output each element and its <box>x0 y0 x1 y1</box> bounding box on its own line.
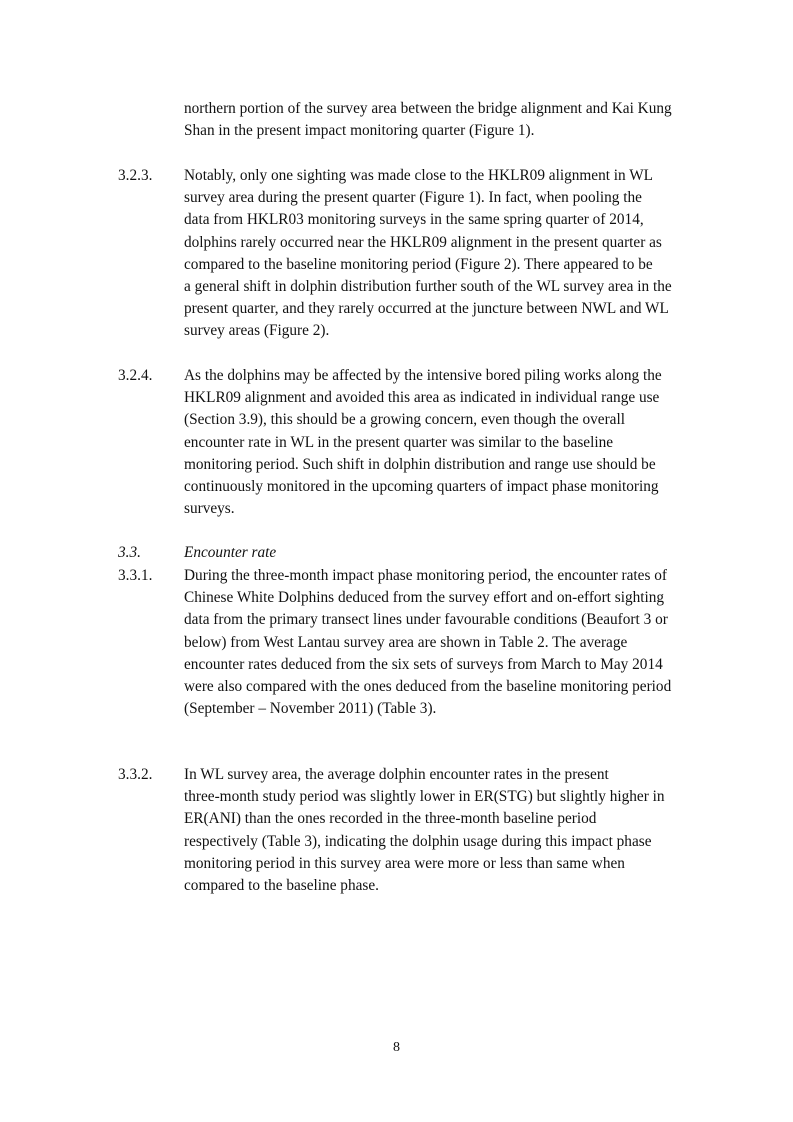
text-line: compared to the baseline monitoring period (Figure 2). There appeared to be <box>184 255 653 273</box>
paragraph-number: 3.2.4. <box>118 367 153 384</box>
text-line: dolphins rarely occurred near the HKLR09 alignment in the present quarter as <box>184 233 662 251</box>
text-line: respectively (Table 3), indicating the dolphin usage during this impact phase <box>184 832 652 850</box>
text-line: encounter rates deduced from the six sets of surveys from March to May 2014 <box>184 655 663 673</box>
text-line: continuously monitored in the upcoming quarters of impact phase monitoring <box>184 478 659 495</box>
paragraph-number: 3.2.3. <box>118 167 153 184</box>
text-line: monitoring period. Such shift in dolphin distribution and range use should be <box>184 455 656 473</box>
text-line: monitoring period in this survey area were more or less than same when <box>184 854 625 872</box>
text-line: were also compared with the ones deduced from the baseline monitoring period <box>184 678 672 695</box>
section-title: Encounter rate <box>184 544 277 561</box>
text-line: three-month study period was slightly lower in ER(STG) but slightly higher in <box>184 788 665 806</box>
text-line: (Section 3.9), this should be a growing concern, even though the overall <box>184 411 625 429</box>
text-line: data from the primary transect lines under favourable conditions (Beaufort 3 or <box>184 611 668 629</box>
text-line: present quarter, and they rarely occurred at the juncture between NWL and WL <box>184 300 669 318</box>
text-line: northern portion of the survey area between the bridge alignment and Kai Kung <box>184 100 672 117</box>
text-line: During the three-month impact phase monitoring period, the encounter rates of <box>184 567 667 584</box>
paragraph-number: 3.3.2. <box>118 766 153 783</box>
page-number: 8 <box>393 1040 400 1055</box>
text-line: Shan in the present impact monitoring quarter (Figure 1). <box>184 122 535 140</box>
text-line: below) from West Lantau survey area are shown in Table 2. The average <box>184 633 628 651</box>
text-line: survey area during the present quarter (Figure 1). In fact, when pooling the <box>184 189 642 207</box>
text-line: HKLR09 alignment and avoided this area as indicated in individual range use <box>184 389 660 407</box>
text-line: data from HKLR03 monitoring surveys in the same spring quarter of 2014, <box>184 211 644 229</box>
text-line: As the dolphins may be affected by the intensive bored piling works along the <box>184 367 662 384</box>
paragraph-number: 3.3.1. <box>118 567 153 584</box>
text-line: encounter rate in WL in the present quarter was similar to the baseline <box>184 433 614 451</box>
text-line: Chinese White Dolphins deduced from the survey effort and on-effort sighting <box>184 589 665 607</box>
text-line: compared to the baseline phase. <box>184 877 379 894</box>
section-number: 3.3. <box>118 544 141 561</box>
text-line: (September – November 2011) (Table 3). <box>184 700 437 718</box>
text-line: In WL survey area, the average dolphin encounter rates in the present <box>184 766 609 783</box>
text-line: a general shift in dolphin distribution further south of the WL survey area in the <box>184 278 672 295</box>
text-line: survey areas (Figure 2). <box>184 322 330 340</box>
text-line: ER(ANI) than the ones recorded in the three-month baseline period <box>184 810 597 828</box>
text-line: surveys. <box>184 500 235 518</box>
text-line: Notably, only one sighting was made close to the HKLR09 alignment in WL <box>184 167 654 184</box>
